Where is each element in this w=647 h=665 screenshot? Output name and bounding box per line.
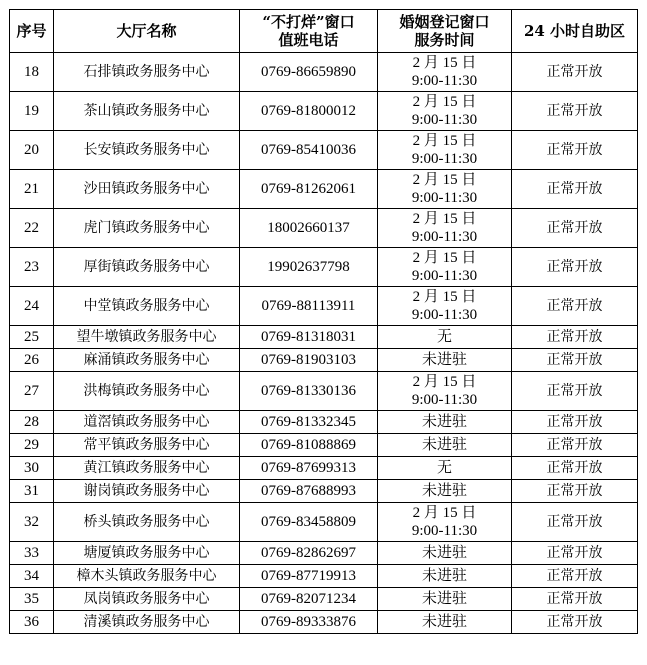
- marriage-date: 2 月 15 日: [412, 374, 477, 390]
- row-marriage-time: [378, 503, 512, 542]
- row-hall-name: 虎门镇政务服务中心: [54, 209, 240, 248]
- row-phone: 0769-81903103: [240, 349, 378, 372]
- row-hall-name: 谢岗镇政务服务中心: [54, 480, 240, 503]
- row-marriage-time: [378, 434, 512, 457]
- marriage-hours: 9:00-11:30: [411, 151, 478, 167]
- marriage-date: 未进驻: [421, 483, 467, 499]
- table-header-row: [10, 10, 638, 53]
- row-marriage-time: [378, 565, 512, 588]
- row-marriage-time: [378, 372, 512, 411]
- marriage-date: 未进驻: [421, 437, 467, 453]
- row-phone: 0769-85410036: [240, 131, 378, 170]
- row-seq: 29: [10, 434, 54, 457]
- row-phone: 0769-83458809: [240, 503, 378, 542]
- row-hall-name: 中堂镇政务服务中心: [54, 287, 240, 326]
- row-self-service: 正常开放: [512, 457, 638, 480]
- row-self-service: 正常开放: [512, 92, 638, 131]
- table-row: [10, 170, 638, 209]
- row-hall-name: 洪梅镇政务服务中心: [54, 372, 240, 411]
- row-hall-name: 麻涌镇政务服务中心: [54, 349, 240, 372]
- row-self-service: 正常开放: [512, 503, 638, 542]
- table-row: [10, 287, 638, 326]
- marriage-hours: 9:00-11:30: [411, 392, 478, 408]
- marriage-date: 无: [436, 460, 452, 476]
- header-phone-line1: “不打烊”窗口: [262, 13, 355, 31]
- marriage-date: 2 月 15 日: [412, 55, 477, 71]
- row-phone: 0769-81330136: [240, 372, 378, 411]
- row-self-service: 正常开放: [512, 53, 638, 92]
- marriage-date: 未进驻: [421, 591, 467, 607]
- row-marriage-time: [378, 248, 512, 287]
- row-hall-name: 常平镇政务服务中心: [54, 434, 240, 457]
- row-self-service: 正常开放: [512, 372, 638, 411]
- row-self-service: 正常开放: [512, 170, 638, 209]
- row-phone: 0769-81318031: [240, 326, 378, 349]
- marriage-hours: 9:00-11:30: [411, 190, 478, 206]
- row-seq: 27: [10, 372, 54, 411]
- row-seq: 19: [10, 92, 54, 131]
- row-marriage-time: [378, 480, 512, 503]
- row-marriage-time: [378, 53, 512, 92]
- row-phone: 0769-81088869: [240, 434, 378, 457]
- row-seq: 25: [10, 326, 54, 349]
- table-row: [10, 326, 638, 349]
- row-phone: 0769-87699313: [240, 457, 378, 480]
- marriage-date: 2 月 15 日: [412, 94, 477, 110]
- row-self-service: 正常开放: [512, 349, 638, 372]
- row-phone: 0769-87688993: [240, 480, 378, 503]
- row-phone: 0769-81332345: [240, 411, 378, 434]
- table-row: [10, 411, 638, 434]
- table-row: [10, 248, 638, 287]
- row-seq: 32: [10, 503, 54, 542]
- row-marriage-time: [378, 326, 512, 349]
- row-marriage-time: [378, 170, 512, 209]
- marriage-hours: 9:00-11:30: [411, 268, 478, 284]
- marriage-date: 2 月 15 日: [412, 289, 477, 305]
- row-phone: 0769-89333876: [240, 611, 378, 634]
- marriage-date: 未进驻: [421, 614, 467, 630]
- marriage-date: 未进驻: [421, 352, 467, 368]
- table-row: [10, 457, 638, 480]
- header-seq: 序号: [10, 10, 54, 53]
- header-hall-name: 大厅名称: [54, 10, 240, 53]
- row-seq: 35: [10, 588, 54, 611]
- marriage-hours: 9:00-11:30: [411, 307, 478, 323]
- row-self-service: 正常开放: [512, 565, 638, 588]
- row-marriage-time: [378, 131, 512, 170]
- table-row: [10, 53, 638, 92]
- row-phone: 0769-82862697: [240, 542, 378, 565]
- row-phone: 0769-88113911: [240, 287, 378, 326]
- marriage-date: 未进驻: [421, 414, 467, 430]
- header-phone: [240, 10, 378, 53]
- row-phone: 19902637798: [240, 248, 378, 287]
- row-marriage-time: [378, 588, 512, 611]
- row-phone: 18002660137: [240, 209, 378, 248]
- row-marriage-time: [378, 457, 512, 480]
- row-hall-name: 凤岗镇政务服务中心: [54, 588, 240, 611]
- row-self-service: 正常开放: [512, 480, 638, 503]
- header-marriage: [378, 10, 512, 53]
- row-phone: 0769-82071234: [240, 588, 378, 611]
- row-phone: 0769-87719913: [240, 565, 378, 588]
- service-hall-table: [9, 9, 638, 634]
- row-hall-name: 道滘镇政务服务中心: [54, 411, 240, 434]
- row-seq: 20: [10, 131, 54, 170]
- row-seq: 21: [10, 170, 54, 209]
- row-hall-name: 望牛墩镇政务服务中心: [54, 326, 240, 349]
- row-hall-name: 石排镇政务服务中心: [54, 53, 240, 92]
- row-hall-name: 清溪镇政务服务中心: [54, 611, 240, 634]
- row-self-service: 正常开放: [512, 611, 638, 634]
- row-seq: 34: [10, 565, 54, 588]
- row-hall-name: 樟木头镇政务服务中心: [54, 565, 240, 588]
- header-marriage-line2: 服务时间: [414, 31, 475, 49]
- row-marriage-time: [378, 411, 512, 434]
- row-marriage-time: [378, 287, 512, 326]
- row-seq: 31: [10, 480, 54, 503]
- row-self-service: 正常开放: [512, 326, 638, 349]
- row-phone: 0769-86659890: [240, 53, 378, 92]
- row-seq: 36: [10, 611, 54, 634]
- row-self-service: 正常开放: [512, 411, 638, 434]
- row-marriage-time: [378, 92, 512, 131]
- table-row: [10, 209, 638, 248]
- table-row: [10, 434, 638, 457]
- header-marriage-line1: 婚姻登记窗口: [399, 13, 490, 31]
- row-seq: 22: [10, 209, 54, 248]
- row-seq: 26: [10, 349, 54, 372]
- row-seq: 30: [10, 457, 54, 480]
- row-phone: 0769-81262061: [240, 170, 378, 209]
- row-phone: 0769-81800012: [240, 92, 378, 131]
- row-self-service: 正常开放: [512, 287, 638, 326]
- row-hall-name: 厚街镇政务服务中心: [54, 248, 240, 287]
- marriage-date: 2 月 15 日: [412, 172, 477, 188]
- table-row: [10, 131, 638, 170]
- table-row: [10, 92, 638, 131]
- row-self-service: 正常开放: [512, 131, 638, 170]
- table-body: [10, 53, 638, 634]
- row-marriage-time: [378, 209, 512, 248]
- table-row: [10, 503, 638, 542]
- table-row: [10, 349, 638, 372]
- table-row: [10, 588, 638, 611]
- row-hall-name: 长安镇政务服务中心: [54, 131, 240, 170]
- row-hall-name: 沙田镇政务服务中心: [54, 170, 240, 209]
- marriage-hours: 9:00-11:30: [411, 523, 478, 539]
- marriage-hours: 9:00-11:30: [411, 112, 478, 128]
- marriage-date: 2 月 15 日: [412, 250, 477, 266]
- row-marriage-time: [378, 611, 512, 634]
- row-marriage-time: [378, 542, 512, 565]
- marriage-date: 未进驻: [421, 568, 467, 584]
- row-self-service: 正常开放: [512, 248, 638, 287]
- table-row: [10, 480, 638, 503]
- table-row: [10, 565, 638, 588]
- row-seq: 18: [10, 53, 54, 92]
- row-hall-name: 茶山镇政务服务中心: [54, 92, 240, 131]
- row-seq: 33: [10, 542, 54, 565]
- row-self-service: 正常开放: [512, 588, 638, 611]
- row-self-service: 正常开放: [512, 434, 638, 457]
- marriage-date: 2 月 15 日: [412, 211, 477, 227]
- row-seq: 24: [10, 287, 54, 326]
- row-hall-name: 桥头镇政务服务中心: [54, 503, 240, 542]
- marriage-date: 2 月 15 日: [412, 505, 477, 521]
- header-self-service: 24 小时自助区: [512, 10, 638, 53]
- marriage-hours: 9:00-11:30: [411, 229, 478, 245]
- row-hall-name: 塘厦镇政务服务中心: [54, 542, 240, 565]
- marriage-hours: 9:00-11:30: [411, 73, 478, 89]
- marriage-date: 未进驻: [421, 545, 467, 561]
- row-seq: 28: [10, 411, 54, 434]
- header-phone-line2: 值班电话: [278, 31, 339, 49]
- marriage-date: 无: [436, 329, 452, 345]
- table-row: [10, 542, 638, 565]
- table-row: [10, 611, 638, 634]
- table-row: [10, 372, 638, 411]
- row-marriage-time: [378, 349, 512, 372]
- row-self-service: 正常开放: [512, 542, 638, 565]
- row-hall-name: 黄江镇政务服务中心: [54, 457, 240, 480]
- row-self-service: 正常开放: [512, 209, 638, 248]
- row-seq: 23: [10, 248, 54, 287]
- marriage-date: 2 月 15 日: [412, 133, 477, 149]
